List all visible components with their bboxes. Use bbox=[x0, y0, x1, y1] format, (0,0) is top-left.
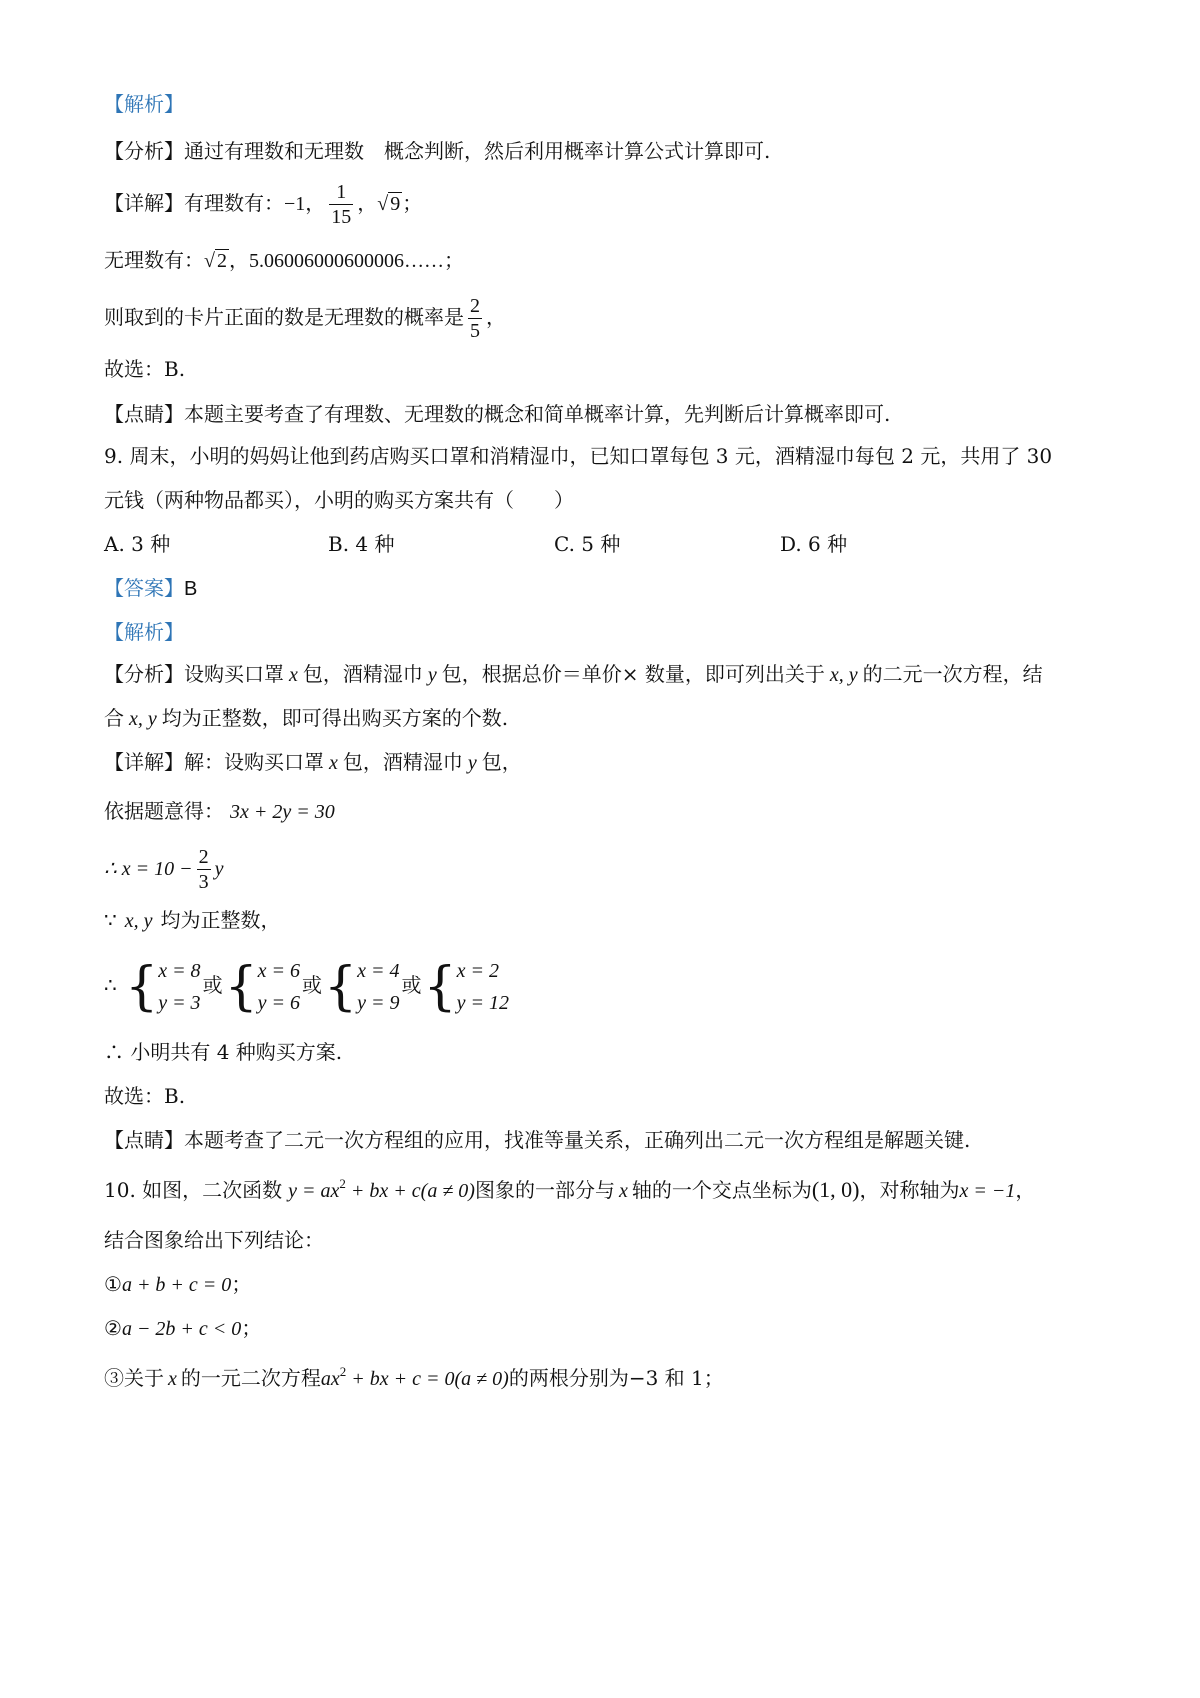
expression: a − 2b + c < 0 bbox=[121, 1318, 242, 1340]
text-span: 包，根据总价＝单价× 数量，即可列出关于 bbox=[441, 662, 825, 686]
fraction-denominator: 15 bbox=[331, 206, 352, 228]
fraction-2-5 bbox=[468, 294, 482, 343]
choose-answer: 故选：B. bbox=[104, 357, 186, 381]
irrational-label: 无理数有： bbox=[104, 248, 204, 272]
answer-label: 【答案】 bbox=[104, 576, 184, 600]
detail-rational bbox=[104, 178, 422, 229]
fraction-numerator: 2 bbox=[470, 295, 480, 317]
point-coordinates: (1, 0) bbox=[811, 1177, 860, 1202]
or-word: 或 bbox=[302, 973, 323, 997]
probability-text: 则取到的卡片正面的数是无理数的概率是 bbox=[104, 305, 464, 329]
option-b: B. 4 种 bbox=[328, 532, 395, 556]
text-span: 包， bbox=[481, 750, 522, 774]
variable-y: y bbox=[214, 858, 224, 880]
marker: ① bbox=[104, 1272, 122, 1296]
choose-answer: 故选：B. bbox=[104, 1084, 186, 1108]
or-word: 或 bbox=[202, 973, 223, 997]
option-d: D. 6 种 bbox=[780, 532, 848, 556]
minus-one: −1， bbox=[284, 193, 326, 215]
conclusion-1 bbox=[104, 1270, 251, 1299]
text-span: 均为正整数，即可得出购买方案的个数. bbox=[161, 706, 509, 730]
radicand: 9 bbox=[390, 193, 401, 215]
probability-end: ， bbox=[486, 305, 506, 329]
text-span: ，对称轴为 bbox=[859, 1178, 960, 1202]
system-x: x = 2 bbox=[456, 959, 499, 982]
system-y: y = 12 bbox=[456, 991, 509, 1014]
or-word: 或 bbox=[401, 973, 422, 997]
analysis-q9-line-2: 合 x, y 均为正整数，即可得出购买方案的个数. bbox=[104, 706, 509, 730]
sqrt-9: √ 9 bbox=[377, 193, 401, 215]
fraction-1-15 bbox=[329, 180, 353, 229]
irrational-rest: ，5.06006000600006……； bbox=[228, 250, 464, 272]
semicolon: ； bbox=[402, 191, 423, 215]
analysis-text: 【分析】通过有理数和无理数 概念判断，然后利用概率计算公式计算即可. bbox=[104, 139, 771, 163]
analysis-q9-line-1: 【分析】设购买口罩 x 包，酒精湿巾 y 包，根据总价＝单价× 数量，即可列出关于 x, y 的二元一次方程，结 bbox=[104, 662, 1043, 686]
system-1: { x = 8 y = 3 bbox=[125, 956, 201, 1017]
text-span: 的一元二次方程 bbox=[180, 1366, 321, 1390]
equation: 3x + 2y = 30 bbox=[230, 801, 335, 823]
variables-xy: x, y bbox=[124, 910, 153, 932]
question-10-line-2: 结合图象给出下列结论： bbox=[104, 1228, 324, 1252]
text-span: 的二元一次方程，结 bbox=[862, 662, 1043, 686]
question-9-line-2: 元钱（两种物品都买），小明的购买方案共有（ ） bbox=[104, 488, 574, 512]
because-line bbox=[104, 906, 281, 935]
because-symbol: ∵ bbox=[104, 908, 117, 932]
comment-text: 【点睛】本题主要考查了有理数、无理数的概念和简单概率计算，先判断后计算概率即可. bbox=[104, 402, 891, 426]
question-9-options bbox=[104, 530, 1104, 558]
radicand: 2 bbox=[216, 250, 227, 272]
text-span: 图象的一部分与 bbox=[474, 1178, 615, 1202]
system-2: { x = 6 y = 6 bbox=[224, 956, 301, 1017]
solution-systems bbox=[104, 950, 511, 1020]
system-x: x = 6 bbox=[257, 959, 301, 982]
equation: ax bbox=[320, 1368, 340, 1390]
text-span: 轴的一个交点坐标为 bbox=[631, 1178, 812, 1202]
variable-x: x bbox=[168, 1368, 177, 1390]
text-span: ③关于 bbox=[104, 1366, 164, 1390]
text-span: 合 bbox=[104, 706, 124, 730]
system-x: x = 4 bbox=[357, 959, 400, 982]
question-9-line-1: 9. 周末，小明的妈妈让他到药店购买口罩和消精湿巾，已知口罩每包 3 元，酒精湿巾每包 2 元，共用了 30 bbox=[104, 444, 1053, 468]
equation-rest: + bx + c = 0(a ≠ 0) bbox=[346, 1368, 509, 1390]
system-3: { x = 4 y = 9 bbox=[324, 956, 400, 1017]
analysis-header: 【解析】 bbox=[104, 92, 184, 116]
superscript: 2 bbox=[339, 1176, 346, 1191]
fraction-denominator: 3 bbox=[198, 871, 209, 893]
function-expr-rest: + bx + c(a ≠ 0) bbox=[345, 1180, 475, 1202]
axis-equation: x = −1 bbox=[959, 1180, 1016, 1202]
text-span: 包，酒精湿巾 bbox=[342, 750, 463, 774]
detail-label: 【详解】有理数有： bbox=[104, 191, 284, 215]
detail-irrational bbox=[104, 246, 464, 275]
separator: ， bbox=[357, 191, 378, 215]
text-span: 10. 如图，二次函数 bbox=[104, 1178, 283, 1202]
conclusion-line: ∴ 小明共有 4 种购买方案. bbox=[104, 1040, 343, 1064]
superscript: 2 bbox=[339, 1364, 347, 1379]
text-span: 均为正整数， bbox=[160, 908, 281, 932]
expression: a + b + c = 0 bbox=[121, 1274, 232, 1296]
fraction-numerator: 1 bbox=[329, 180, 353, 205]
system-x: x = 8 bbox=[158, 959, 201, 982]
equation-line bbox=[104, 797, 335, 826]
system-y: y = 9 bbox=[357, 991, 400, 1014]
text-span: ； bbox=[241, 1316, 262, 1340]
fraction-2-3 bbox=[197, 845, 211, 894]
system-4: { x = 2 y = 12 bbox=[423, 956, 509, 1017]
system-y: y = 6 bbox=[257, 991, 301, 1014]
therefore-x-line bbox=[104, 840, 223, 897]
conclusion-2 bbox=[104, 1314, 261, 1343]
answer-line bbox=[104, 574, 197, 603]
text-span: 【详解】解：设购买口罩 bbox=[104, 750, 324, 774]
equation-label: 依据题意得： bbox=[104, 799, 224, 823]
text-span: ； bbox=[231, 1272, 252, 1296]
analysis-header: 【解析】 bbox=[104, 620, 184, 644]
answer-value: B bbox=[184, 578, 198, 600]
text-span: ， bbox=[1015, 1178, 1036, 1202]
therefore-x: ∴ x = 10 − bbox=[104, 858, 193, 880]
fraction-denominator: 5 bbox=[470, 320, 480, 342]
probability-line bbox=[104, 292, 506, 343]
option-a: A. 3 种 bbox=[104, 532, 171, 556]
comment-text: 【点睛】本题考查了二元一次方程组的应用，找准等量关系，正确列出二元一次方程组是解题关键. bbox=[104, 1128, 971, 1152]
sqrt-2: √ 2 bbox=[204, 250, 227, 272]
question-10-line-1 bbox=[104, 1176, 1035, 1205]
option-c: C. 5 种 bbox=[554, 532, 621, 556]
text-span: 的两根分别为−3 和 1； bbox=[508, 1366, 724, 1390]
fraction-numerator: 2 bbox=[198, 846, 209, 868]
system-y: y = 3 bbox=[158, 991, 201, 1014]
text-span: 【分析】设购买口罩 bbox=[104, 662, 284, 686]
therefore-symbol: ∴ bbox=[104, 973, 117, 997]
marker: ② bbox=[104, 1316, 122, 1340]
function-expr: y = ax bbox=[288, 1180, 340, 1202]
detail-q9: 【详解】解：设购买口罩 x 包，酒精湿巾 y 包， bbox=[104, 750, 522, 774]
conclusion-3 bbox=[104, 1364, 724, 1393]
variable-x: x bbox=[618, 1180, 628, 1202]
text-span: 包，酒精湿巾 bbox=[302, 662, 423, 686]
